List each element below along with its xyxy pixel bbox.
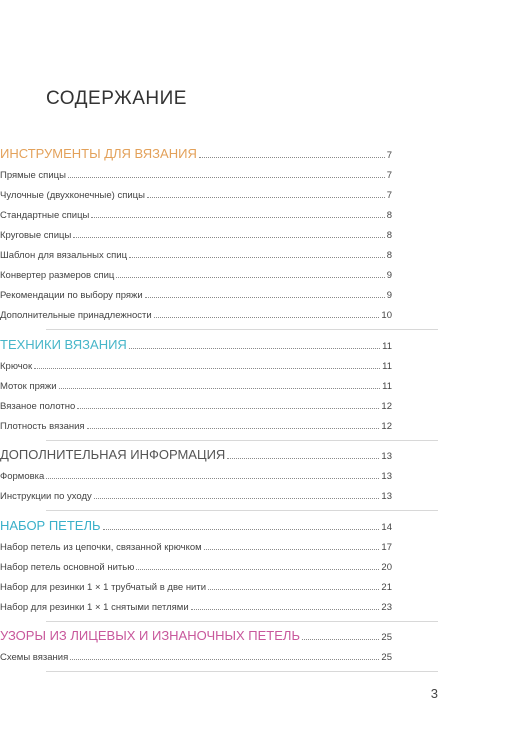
leader-dots [59,387,381,389]
toc-title: СОДЕРЖАНИЕ [46,88,187,109]
toc-item-page: 7 [386,170,392,181]
section-divider [46,671,438,672]
toc-section-tools[interactable] [0,146,392,161]
toc-item[interactable] [0,652,392,663]
leader-dots [136,568,379,570]
toc-item-page: 8 [386,230,392,241]
page-number: 3 [430,686,438,701]
toc-item[interactable] [0,270,392,281]
toc-item[interactable] [0,230,392,241]
toc-item-page: 13 [381,491,392,502]
section-title: УЗОРЫ ИЗ ЛИЦЕВЫХ И ИЗНАНОЧНЫХ ПЕТЕЛЬ [0,628,300,643]
section-divider [46,510,438,511]
section-page: 13 [381,451,392,462]
leader-dots [154,316,380,318]
toc-item[interactable] [0,210,392,221]
leader-dots [68,176,385,178]
toc-item-label: Вязаное полотно [0,401,76,412]
toc-item-page: 7 [386,190,392,201]
toc-item-label: Круговые спицы [0,230,72,241]
toc-item-label: Схемы вязания [0,652,69,663]
toc-item-label: Стандартные спицы [0,210,90,221]
section-title: ИНСТРУМЕНТЫ ДЛЯ ВЯЗАНИЯ [0,146,197,161]
leader-dots [70,658,379,660]
leader-dots [204,548,380,550]
toc-item-label: Шаблон для вязальных спиц [0,250,128,261]
leader-dots [302,638,379,640]
toc-item[interactable] [0,401,392,412]
leader-dots [145,296,385,298]
leader-dots [129,256,385,258]
leader-dots [46,477,379,479]
toc-item[interactable] [0,491,392,502]
toc-item-page: 8 [386,210,392,221]
toc-item[interactable] [0,582,392,593]
toc-item-page: 8 [386,250,392,261]
leader-dots [77,407,379,409]
toc-section-additional-info[interactable] [0,447,392,462]
toc-item[interactable] [0,290,392,301]
toc-item-label: Инструкции по уходу [0,491,92,502]
toc-item-label: Моток пряжи [0,381,57,392]
section-divider [46,621,438,622]
section-divider [46,440,438,441]
leader-dots [129,347,380,349]
toc-item-page: 9 [386,270,392,281]
toc-item-page: 10 [381,310,392,321]
toc-item-page: 25 [381,652,392,663]
leader-dots [73,236,384,238]
toc-item-page: 20 [381,562,392,573]
leader-dots [147,196,385,198]
section-title: ТЕХНИКИ ВЯЗАНИЯ [0,337,127,352]
toc-item[interactable] [0,170,392,181]
toc-item[interactable] [0,542,392,553]
section-title: ДОПОЛНИТЕЛЬНАЯ ИНФОРМАЦИЯ [0,447,226,462]
toc-item-label: Набор для резинки 1 × 1 снятыми петлями [0,602,189,613]
toc-item-label: Набор петель из цепочки, связанной крючком [0,542,202,553]
toc-item[interactable] [0,310,392,321]
section-page: 25 [381,632,392,643]
section-title: НАБОР ПЕТЕЛЬ [0,518,101,533]
toc-item-label: Крючок [0,361,33,372]
section-divider [46,329,438,330]
leader-dots [208,588,379,590]
toc-item-label: Дополнительные принадлежности [0,310,152,321]
leader-dots [91,216,384,218]
leader-dots [87,427,380,429]
leader-dots [191,608,380,610]
toc-item-page: 23 [381,602,392,613]
toc-item[interactable] [0,361,392,372]
toc-item-label: Прямые спицы [0,170,66,181]
toc-item-label: Набор петель основной нитью [0,562,135,573]
toc-section-knit-purl-patterns[interactable] [0,628,392,643]
toc-item-label: Плотность вязания [0,421,85,432]
toc-item-label: Формовка [0,471,45,482]
toc-item-page: 17 [381,542,392,553]
leader-dots [103,528,380,530]
section-page: 11 [382,341,392,352]
toc-item-label: Конвертер размеров спиц [0,270,115,281]
leader-dots [116,276,384,278]
toc-item-page: 13 [381,471,392,482]
toc-item-page: 21 [381,582,392,593]
toc-item-page: 12 [381,401,392,412]
toc-section-cast-on[interactable] [0,518,392,533]
toc-item-page: 12 [381,421,392,432]
toc-item-label: Рекомендации по выбору пряжи [0,290,143,301]
leader-dots [94,497,380,499]
toc-item-page: 9 [386,290,392,301]
toc-item[interactable] [0,190,392,201]
leader-dots [199,156,385,158]
toc-item-label: Набор для резинки 1 × 1 трубчатый в две нити [0,582,207,593]
section-page: 7 [386,150,392,161]
leader-dots [227,457,379,459]
toc-item[interactable] [0,471,392,482]
toc-item-label: Чулочные (двухконечные) спицы [0,190,145,201]
toc-item[interactable] [0,562,392,573]
toc-item[interactable] [0,602,392,613]
toc-item[interactable] [0,250,392,261]
leader-dots [34,367,380,369]
section-page: 14 [381,522,392,533]
toc-item[interactable] [0,421,392,432]
toc-item[interactable] [0,381,392,392]
toc-item-page: 11 [382,381,392,392]
toc-item-page: 11 [382,361,392,372]
toc-section-techniques[interactable] [0,337,392,352]
